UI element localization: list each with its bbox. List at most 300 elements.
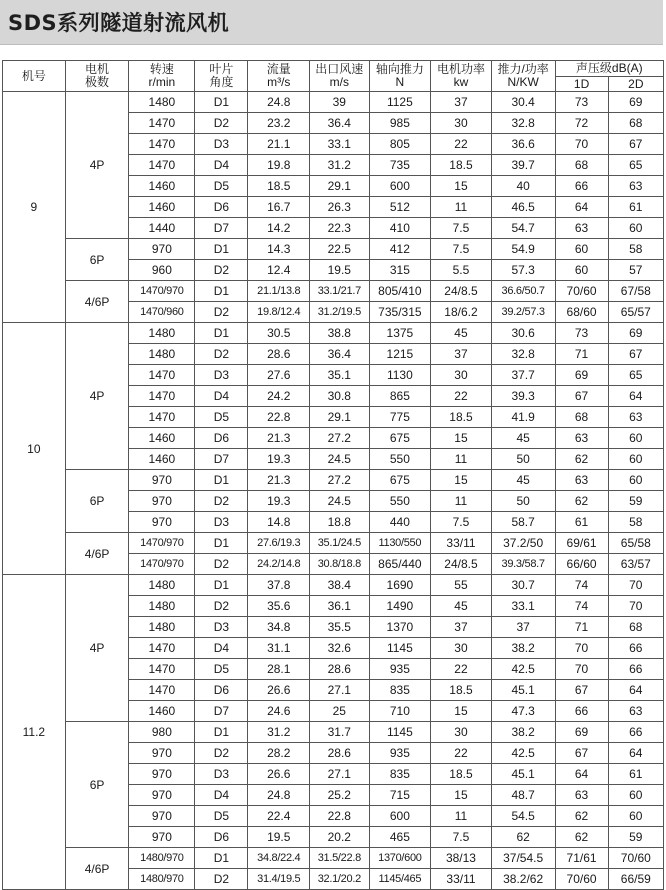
velocity-cell: 26.3 <box>310 197 370 218</box>
ratio-cell: 39.2/57.3 <box>491 302 555 323</box>
speed-cell: 970 <box>129 743 195 764</box>
blade-angle-cell: D4 <box>195 638 248 659</box>
ratio-cell: 37 <box>491 617 555 638</box>
power-cell: 7.5 <box>431 512 492 533</box>
noise-1d-cell: 69/61 <box>555 533 608 554</box>
ratio-cell: 54.5 <box>491 806 555 827</box>
noise-1d-cell: 63 <box>555 470 608 491</box>
ratio-cell: 32.8 <box>491 344 555 365</box>
speed-cell: 1480 <box>129 617 195 638</box>
ratio-cell: 39.7 <box>491 155 555 176</box>
noise-1d-cell: 68/60 <box>555 302 608 323</box>
ratio-cell: 38.2 <box>491 722 555 743</box>
speed-cell: 1460 <box>129 449 195 470</box>
noise-1d-cell: 72 <box>555 113 608 134</box>
noise-1d-cell: 70 <box>555 638 608 659</box>
velocity-cell: 27.2 <box>310 428 370 449</box>
header-flow: 流量 m³/s <box>248 61 310 92</box>
noise-1d-cell: 63 <box>555 218 608 239</box>
flow-cell: 28.2 <box>248 743 310 764</box>
speed-cell: 970 <box>129 239 195 260</box>
velocity-cell: 22.3 <box>310 218 370 239</box>
power-cell: 45 <box>431 596 492 617</box>
flow-cell: 24.8 <box>248 92 310 113</box>
noise-1d-cell: 62 <box>555 491 608 512</box>
flow-cell: 19.8 <box>248 155 310 176</box>
blade-angle-cell: D2 <box>195 869 248 890</box>
blade-angle-cell: D4 <box>195 785 248 806</box>
flow-cell: 14.2 <box>248 218 310 239</box>
header-speed: 转速 r/min <box>129 61 195 92</box>
power-cell: 11 <box>431 806 492 827</box>
power-cell: 15 <box>431 428 492 449</box>
velocity-cell: 32.1/20.2 <box>310 869 370 890</box>
flow-cell: 26.6 <box>248 680 310 701</box>
flow-cell: 21.3 <box>248 470 310 491</box>
ratio-cell: 36.6/50.7 <box>491 281 555 302</box>
model-cell: 10 <box>3 323 66 575</box>
poles-cell: 6P <box>65 722 129 848</box>
ratio-cell: 48.7 <box>491 785 555 806</box>
noise-2d-cell: 64 <box>608 743 663 764</box>
power-cell: 7.5 <box>431 827 492 848</box>
table-row <box>3 470 664 491</box>
blade-angle-cell: D1 <box>195 848 248 869</box>
flow-cell: 31.4/19.5 <box>248 869 310 890</box>
power-cell: 24/8.5 <box>431 281 492 302</box>
noise-2d-cell: 60 <box>608 428 663 449</box>
velocity-cell: 35.1 <box>310 365 370 386</box>
flow-cell: 26.6 <box>248 764 310 785</box>
table-row <box>3 533 664 554</box>
poles-cell: 4P <box>65 575 129 722</box>
flow-cell: 31.2 <box>248 722 310 743</box>
noise-2d-cell: 59 <box>608 827 663 848</box>
thrust-cell: 805/410 <box>369 281 431 302</box>
speed-cell: 1470 <box>129 659 195 680</box>
thrust-cell: 1130/550 <box>369 533 431 554</box>
noise-2d-cell: 67/58 <box>608 281 663 302</box>
noise-2d-cell: 64 <box>608 386 663 407</box>
ratio-cell: 62 <box>491 827 555 848</box>
ratio-cell: 58.7 <box>491 512 555 533</box>
thrust-cell: 985 <box>369 113 431 134</box>
spec-table <box>2 60 664 890</box>
noise-2d-cell: 67 <box>608 344 663 365</box>
blade-angle-cell: D1 <box>195 239 248 260</box>
velocity-cell: 19.5 <box>310 260 370 281</box>
velocity-cell: 24.5 <box>310 491 370 512</box>
power-cell: 7.5 <box>431 239 492 260</box>
header-model: 机号 <box>3 61 66 92</box>
flow-cell: 35.6 <box>248 596 310 617</box>
noise-2d-cell: 66 <box>608 722 663 743</box>
flow-cell: 37.8 <box>248 575 310 596</box>
noise-1d-cell: 67 <box>555 680 608 701</box>
velocity-cell: 38.8 <box>310 323 370 344</box>
power-cell: 22 <box>431 386 492 407</box>
ratio-cell: 46.5 <box>491 197 555 218</box>
speed-cell: 1470/960 <box>129 302 195 323</box>
ratio-cell: 39.3 <box>491 386 555 407</box>
flow-cell: 34.8/22.4 <box>248 848 310 869</box>
blade-angle-cell: D2 <box>195 260 248 281</box>
model-cell: 9 <box>3 92 66 323</box>
power-cell: 22 <box>431 743 492 764</box>
speed-cell: 1470/970 <box>129 533 195 554</box>
noise-2d-cell: 63 <box>608 407 663 428</box>
noise-2d-cell: 59 <box>608 491 663 512</box>
noise-1d-cell: 66/60 <box>555 554 608 575</box>
noise-1d-cell: 73 <box>555 323 608 344</box>
velocity-cell: 28.6 <box>310 743 370 764</box>
noise-1d-cell: 73 <box>555 92 608 113</box>
page-title: SDS系列隧道射流风机 <box>8 11 230 35</box>
noise-2d-cell: 70/60 <box>608 848 663 869</box>
blade-angle-cell: D1 <box>195 323 248 344</box>
noise-1d-cell: 64 <box>555 764 608 785</box>
noise-1d-cell: 69 <box>555 365 608 386</box>
thrust-cell: 710 <box>369 701 431 722</box>
header-power: 电机功率 kw <box>431 61 492 92</box>
blade-angle-cell: D1 <box>195 281 248 302</box>
flow-cell: 21.1 <box>248 134 310 155</box>
power-cell: 15 <box>431 701 492 722</box>
noise-1d-cell: 62 <box>555 449 608 470</box>
poles-cell: 4/6P <box>65 533 129 575</box>
thrust-cell: 775 <box>369 407 431 428</box>
noise-1d-cell: 68 <box>555 155 608 176</box>
power-cell: 30 <box>431 722 492 743</box>
velocity-cell: 31.5/22.8 <box>310 848 370 869</box>
ratio-cell: 40 <box>491 176 555 197</box>
ratio-cell: 42.5 <box>491 659 555 680</box>
poles-cell: 6P <box>65 239 129 281</box>
power-cell: 11 <box>431 491 492 512</box>
noise-1d-cell: 70/60 <box>555 869 608 890</box>
noise-2d-cell: 70 <box>608 575 663 596</box>
ratio-cell: 42.5 <box>491 743 555 764</box>
flow-cell: 22.4 <box>248 806 310 827</box>
thrust-cell: 675 <box>369 470 431 491</box>
speed-cell: 970 <box>129 512 195 533</box>
speed-cell: 970 <box>129 827 195 848</box>
noise-2d-cell: 68 <box>608 617 663 638</box>
noise-1d-cell: 67 <box>555 743 608 764</box>
speed-cell: 970 <box>129 491 195 512</box>
noise-2d-cell: 68 <box>608 113 663 134</box>
noise-2d-cell: 70 <box>608 596 663 617</box>
table-row <box>3 575 664 596</box>
velocity-cell: 22.5 <box>310 239 370 260</box>
speed-cell: 1460 <box>129 701 195 722</box>
thrust-cell: 315 <box>369 260 431 281</box>
velocity-cell: 24.5 <box>310 449 370 470</box>
blade-angle-cell: D6 <box>195 827 248 848</box>
flow-cell: 24.2 <box>248 386 310 407</box>
blade-angle-cell: D6 <box>195 197 248 218</box>
ratio-cell: 38.2/62 <box>491 869 555 890</box>
thrust-cell: 1370/600 <box>369 848 431 869</box>
velocity-cell: 27.1 <box>310 764 370 785</box>
velocity-cell: 33.1 <box>310 134 370 155</box>
thrust-cell: 412 <box>369 239 431 260</box>
blade-angle-cell: D3 <box>195 617 248 638</box>
ratio-cell: 47.3 <box>491 701 555 722</box>
velocity-cell: 25 <box>310 701 370 722</box>
ratio-cell: 30.7 <box>491 575 555 596</box>
noise-2d-cell: 63/57 <box>608 554 663 575</box>
velocity-cell: 36.1 <box>310 596 370 617</box>
flow-cell: 24.6 <box>248 701 310 722</box>
title-bar <box>0 0 663 45</box>
flow-cell: 24.8 <box>248 785 310 806</box>
noise-2d-cell: 60 <box>608 806 663 827</box>
noise-1d-cell: 66 <box>555 701 608 722</box>
ratio-cell: 37/54.5 <box>491 848 555 869</box>
thrust-cell: 600 <box>369 176 431 197</box>
speed-cell: 970 <box>129 470 195 491</box>
ratio-cell: 45 <box>491 470 555 491</box>
speed-cell: 1470/970 <box>129 281 195 302</box>
speed-cell: 1480 <box>129 323 195 344</box>
speed-cell: 1480/970 <box>129 848 195 869</box>
speed-cell: 1480/970 <box>129 869 195 890</box>
ratio-cell: 45.1 <box>491 680 555 701</box>
poles-cell: 4/6P <box>65 848 129 890</box>
power-cell: 11 <box>431 449 492 470</box>
speed-cell: 1460 <box>129 197 195 218</box>
poles-cell: 4P <box>65 92 129 239</box>
thrust-cell: 1145 <box>369 638 431 659</box>
noise-1d-cell: 64 <box>555 197 608 218</box>
velocity-cell: 31.7 <box>310 722 370 743</box>
flow-cell: 18.5 <box>248 176 310 197</box>
thrust-cell: 735 <box>369 155 431 176</box>
table-row <box>3 323 664 344</box>
noise-1d-cell: 74 <box>555 575 608 596</box>
noise-2d-cell: 63 <box>608 176 663 197</box>
flow-cell: 23.2 <box>248 113 310 134</box>
thrust-cell: 1130 <box>369 365 431 386</box>
speed-cell: 1480 <box>129 596 195 617</box>
blade-angle-cell: D1 <box>195 470 248 491</box>
velocity-cell: 35.5 <box>310 617 370 638</box>
speed-cell: 1470 <box>129 386 195 407</box>
flow-cell: 16.7 <box>248 197 310 218</box>
noise-1d-cell: 68 <box>555 407 608 428</box>
noise-1d-cell: 71 <box>555 344 608 365</box>
speed-cell: 970 <box>129 806 195 827</box>
noise-2d-cell: 66/59 <box>608 869 663 890</box>
table-row <box>3 92 664 113</box>
speed-cell: 960 <box>129 260 195 281</box>
thrust-cell: 1375 <box>369 323 431 344</box>
ratio-cell: 39.3/58.7 <box>491 554 555 575</box>
noise-2d-cell: 65/58 <box>608 533 663 554</box>
thrust-cell: 1370 <box>369 617 431 638</box>
velocity-cell: 31.2 <box>310 155 370 176</box>
blade-angle-cell: D3 <box>195 512 248 533</box>
velocity-cell: 35.1/24.5 <box>310 533 370 554</box>
thrust-cell: 865/440 <box>369 554 431 575</box>
power-cell: 18.5 <box>431 764 492 785</box>
power-cell: 22 <box>431 134 492 155</box>
thrust-cell: 1690 <box>369 575 431 596</box>
thrust-cell: 735/315 <box>369 302 431 323</box>
flow-cell: 27.6 <box>248 365 310 386</box>
noise-2d-cell: 60 <box>608 218 663 239</box>
speed-cell: 1470 <box>129 365 195 386</box>
blade-angle-cell: D3 <box>195 365 248 386</box>
ratio-cell: 45.1 <box>491 764 555 785</box>
noise-1d-cell: 67 <box>555 386 608 407</box>
flow-cell: 34.8 <box>248 617 310 638</box>
power-cell: 55 <box>431 575 492 596</box>
power-cell: 18.5 <box>431 680 492 701</box>
power-cell: 11 <box>431 197 492 218</box>
blade-angle-cell: D1 <box>195 722 248 743</box>
poles-cell: 4P <box>65 323 129 470</box>
thrust-cell: 1145/465 <box>369 869 431 890</box>
blade-angle-cell: D7 <box>195 701 248 722</box>
noise-2d-cell: 65 <box>608 365 663 386</box>
blade-angle-cell: D7 <box>195 218 248 239</box>
noise-1d-cell: 63 <box>555 428 608 449</box>
speed-cell: 1470 <box>129 638 195 659</box>
power-cell: 37 <box>431 344 492 365</box>
power-cell: 30 <box>431 638 492 659</box>
header-poles: 电机 极数 <box>65 61 129 92</box>
ratio-cell: 45 <box>491 428 555 449</box>
thrust-cell: 550 <box>369 449 431 470</box>
thrust-cell: 440 <box>369 512 431 533</box>
ratio-cell: 37.7 <box>491 365 555 386</box>
noise-1d-cell: 62 <box>555 806 608 827</box>
velocity-cell: 33.1/21.7 <box>310 281 370 302</box>
noise-2d-cell: 65/57 <box>608 302 663 323</box>
table-row <box>3 848 664 869</box>
speed-cell: 1480 <box>129 92 195 113</box>
flow-cell: 19.8/12.4 <box>248 302 310 323</box>
speed-cell: 1460 <box>129 428 195 449</box>
flow-cell: 28.6 <box>248 344 310 365</box>
velocity-cell: 20.2 <box>310 827 370 848</box>
speed-cell: 1460 <box>129 176 195 197</box>
power-cell: 30 <box>431 365 492 386</box>
power-cell: 22 <box>431 659 492 680</box>
blade-angle-cell: D2 <box>195 596 248 617</box>
blade-angle-cell: D5 <box>195 806 248 827</box>
header-velocity: 出口风速 m/s <box>310 61 370 92</box>
flow-cell: 12.4 <box>248 260 310 281</box>
thrust-cell: 465 <box>369 827 431 848</box>
speed-cell: 1470/970 <box>129 554 195 575</box>
ratio-cell: 57.3 <box>491 260 555 281</box>
thrust-cell: 550 <box>369 491 431 512</box>
noise-1d-cell: 71/61 <box>555 848 608 869</box>
blade-angle-cell: D2 <box>195 491 248 512</box>
power-cell: 30 <box>431 113 492 134</box>
speed-cell: 1470 <box>129 155 195 176</box>
blade-angle-cell: D2 <box>195 113 248 134</box>
ratio-cell: 37.2/50 <box>491 533 555 554</box>
power-cell: 18.5 <box>431 407 492 428</box>
power-cell: 33/11 <box>431 869 492 890</box>
thrust-cell: 675 <box>369 428 431 449</box>
flow-cell: 28.1 <box>248 659 310 680</box>
header-thrust-power-ratio: 推力/功率 N/KW <box>491 61 555 92</box>
table-row <box>3 239 664 260</box>
header-noise-1d: 1D <box>555 76 608 92</box>
velocity-cell: 31.2/19.5 <box>310 302 370 323</box>
power-cell: 7.5 <box>431 218 492 239</box>
noise-1d-cell: 69 <box>555 722 608 743</box>
power-cell: 15 <box>431 176 492 197</box>
velocity-cell: 39 <box>310 92 370 113</box>
noise-2d-cell: 66 <box>608 638 663 659</box>
blade-angle-cell: D3 <box>195 134 248 155</box>
power-cell: 18/6.2 <box>431 302 492 323</box>
thrust-cell: 1490 <box>369 596 431 617</box>
velocity-cell: 22.8 <box>310 806 370 827</box>
header-blade-angle: 叶片 角度 <box>195 61 248 92</box>
power-cell: 24/8.5 <box>431 554 492 575</box>
velocity-cell: 29.1 <box>310 176 370 197</box>
ratio-cell: 50 <box>491 491 555 512</box>
power-cell: 37 <box>431 617 492 638</box>
blade-angle-cell: D5 <box>195 659 248 680</box>
thrust-cell: 935 <box>369 743 431 764</box>
noise-1d-cell: 74 <box>555 596 608 617</box>
noise-1d-cell: 62 <box>555 827 608 848</box>
velocity-cell: 25.2 <box>310 785 370 806</box>
noise-1d-cell: 66 <box>555 176 608 197</box>
blade-angle-cell: D2 <box>195 344 248 365</box>
blade-angle-cell: D5 <box>195 176 248 197</box>
flow-cell: 21.1/13.8 <box>248 281 310 302</box>
poles-cell: 6P <box>65 470 129 533</box>
speed-cell: 1470 <box>129 407 195 428</box>
velocity-cell: 36.4 <box>310 344 370 365</box>
power-cell: 37 <box>431 92 492 113</box>
ratio-cell: 54.9 <box>491 239 555 260</box>
model-cell: 11.2 <box>3 575 66 890</box>
thrust-cell: 1215 <box>369 344 431 365</box>
blade-angle-cell: D2 <box>195 743 248 764</box>
noise-1d-cell: 70 <box>555 659 608 680</box>
power-cell: 5.5 <box>431 260 492 281</box>
velocity-cell: 29.1 <box>310 407 370 428</box>
power-cell: 15 <box>431 785 492 806</box>
flow-cell: 21.3 <box>248 428 310 449</box>
speed-cell: 1470 <box>129 134 195 155</box>
power-cell: 15 <box>431 470 492 491</box>
table-row <box>3 281 664 302</box>
ratio-cell: 30.6 <box>491 323 555 344</box>
thrust-cell: 805 <box>369 134 431 155</box>
noise-2d-cell: 66 <box>608 659 663 680</box>
thrust-cell: 1145 <box>369 722 431 743</box>
thrust-cell: 1125 <box>369 92 431 113</box>
speed-cell: 1470 <box>129 113 195 134</box>
velocity-cell: 30.8/18.8 <box>310 554 370 575</box>
noise-2d-cell: 60 <box>608 785 663 806</box>
noise-1d-cell: 60 <box>555 239 608 260</box>
thrust-cell: 835 <box>369 764 431 785</box>
blade-angle-cell: D6 <box>195 680 248 701</box>
thrust-cell: 715 <box>369 785 431 806</box>
